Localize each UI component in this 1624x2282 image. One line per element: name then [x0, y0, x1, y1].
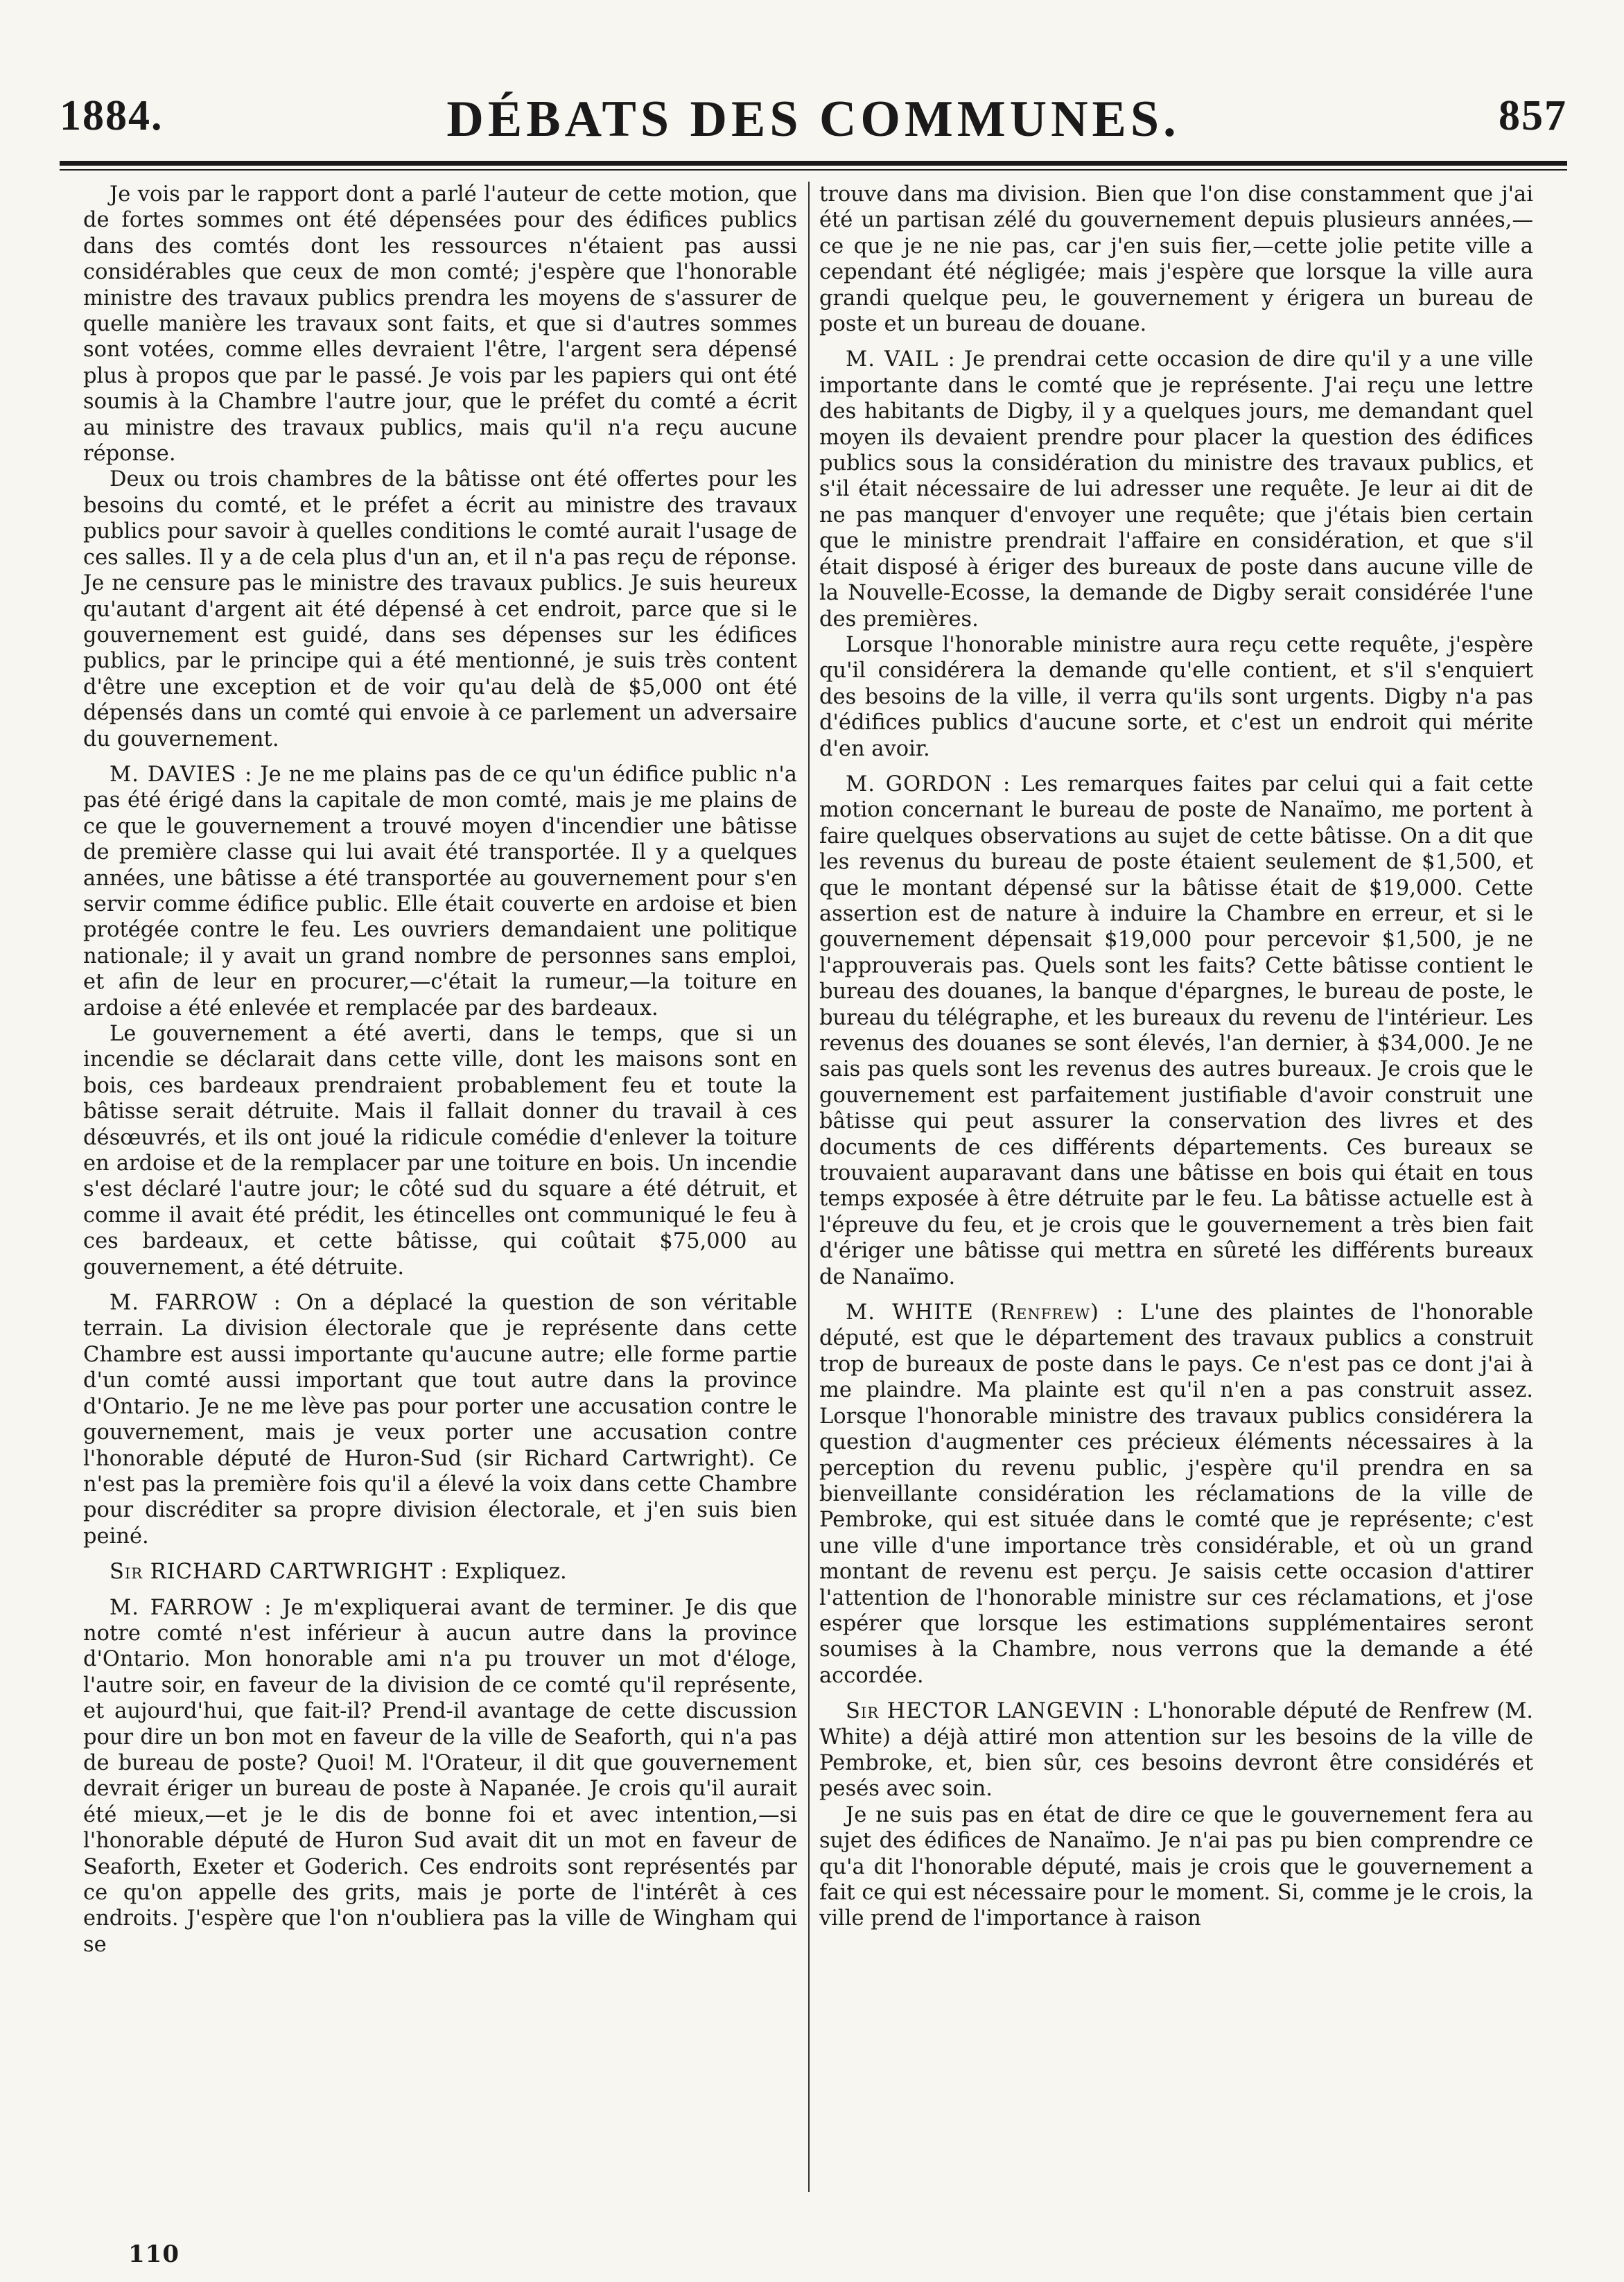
paragraph-text: Deux ou trois chambres de la bâtisse ont été offertes pour les besoins du comté, et le préfet a écrit au ministre des travaux publics pour savoir à quelles conditions le comté aurait l'usage de ces salles. Il y a de cela plus d'un an, et il n'a pas reçu de réponse. Je ne censure pas le ministre des travaux publics. Je suis heureux qu'autant d'argent ait été dépensé à cet endroit, parce que si le gouvernement est guidé, dans ses dépenses sur les édifices publics, par le principe qui a été mentionné, je suis très content d'être une exception et de voir qu'au delà de $5,000 ont été dépensés dans un comté qui envoie à ce parlement un adversaire du gouvernement. — [83, 467, 797, 751]
printer-signature: 110 — [128, 2240, 180, 2268]
paragraph — [819, 1698, 1533, 1802]
speaker-name: Sir RICHARD CARTWRIGHT : — [110, 1560, 448, 1585]
paragraph-text: Expliquez. — [455, 1560, 567, 1585]
speaker-name: M. DAVIES : — [110, 762, 253, 787]
paragraph-text: Le gouvernement a été averti, dans le temps, que si un incendie se déclarait dans cette ville, dont les maisons sont en bois, ces bardeaux prendraient probablement feu et toute la bâtisse serait détruite. Mais il fallait donner du travail à ces désœuvrés, et ils ont joué la ridicule comédie d'enlever la toiture en ardoise et de la remplacer par une toiture en bois. Un incendie s'est déclaré l'autre jour; le côté sud du square a été détruit, et comme il avait été prédit, les étincelles ont communiqué le feu à ces bardeaux, et cette bâtisse, qui coûtait $75,000 au gouvernement, a été détruite. — [83, 1022, 797, 1280]
paragraph-text: L'honorable député de Renfrew (M. White) a déjà attiré mon attention sur les besoins de la ville de Pembroke, et, bien sûr, ces besoins devront être considérés et pesés avec soin. — [819, 1699, 1533, 1802]
right-column — [819, 182, 1533, 1932]
page-header — [60, 83, 1567, 146]
header-year: 1884. — [60, 92, 164, 139]
paragraph — [819, 347, 1533, 632]
paragraph — [83, 1595, 797, 1958]
paragraph — [83, 1021, 797, 1280]
paragraph-text: Je vois par le rapport dont a parlé l'auteur de cette motion, que de fortes sommes ont été dépensées pour des édifices publics dans des comtés dont les ressources n'étaient pas aussi considérables que ceux de mon comté; j'espère que l'honorable ministre des travaux publics prendra les moyens de s'assurer de quelle manière les travaux sont faits, et que si d'autres sommes sont votées, comme elles devraient l'être, l'argent sera dépensé plus à propos que par le passé. Je vois par les papiers qui ont été soumis à la Chambre l'autre jour, que le préfet du comté a écrit au ministre des travaux publics, mais qu'il n'a reçu aucune réponse. — [83, 182, 797, 467]
paragraph-text: Je prendrai cette occasion de dire qu'il y a une ville importante dans le comté que je représente. J'ai reçu une lettre des habitants de Digby, il y a quelques jours, me demandant quel moyen ils devaient prendre pour placer la question des édifices publics sous la considération du ministre des travaux publics, et s'il était nécessaire de lui adresser une requête. Je leur ai dit de ne pas manquer d'envoyer une requête; que j'étais bien certain que le ministre prendrait l'affaire en considération, et que s'il était disposé à ériger des bureaux de poste dans aucune ville de la Nouvelle-Ecosse, la demande de Digby serait considérée l'une des premières. — [819, 347, 1533, 632]
paragraph-text: Je m'expliquerai avant de terminer. Je dis que notre comté n'est inférieur à aucun autre dans la province d'Ontario. Mon honorable ami n'a pu trouver un mot d'éloge, l'autre soir, en faveur de la division de ce comté qu'il représente, et aujourd'hui, que fait-il? Prend-il avantage de cette discussion pour dire un bon mot en faveur de la ville de Seaforth, qui n'a pas de bureau de poste? Quoi! M. l'Orateur, il dit que gouvernement devrait ériger un bureau de poste à Napanée. Je crois qu'il aurait été mieux,—et je le dis de bonne foi et avec intention,—si l'honorable député de Huron Sud avait dit un mot en faveur de Seaforth, Exeter et Goderich. Ces endroits sont représentés par ce qu'on appelle des grits, mais je porte de l'intérêt à ces endroits. J'espère que l'on n'oubliera pas la ville de Wingham qui se — [83, 1595, 797, 1957]
paragraph-text: On a déplacé la question de son véritable terrain. La division électorale que je représente dans cette Chambre est aussi importante qu'aucune autre; elle forme partie d'un comté aussi important que tout autre dans la province d'Ontario. Je ne me lève pas pour porter une accusation contre le gouvernement, mais je veux porter une accusation contre l'honorable député de Huron-Sud (sir Richard Cartwright). Ce n'est pas la première fois qu'il a élevé la voix dans cette Chambre pour discréditer sa propre division électorale, et j'en suis bien peiné. — [83, 1291, 797, 1549]
paragraph-text: Les remarques faites par celui qui a fait cette motion concernant le bureau de poste de Nanaïmo, me portent à faire quelques observations au sujet de cette bâtisse. On a dit que les revenus du bureau de poste étaient seulement de $1,500, et que le montant dépensé sur la bâtisse était de $19,000. Cette assertion est de nature à induire la Chambre en erreur, et si le gouvernement dépensait $19,000 pour percevoir $1,500, je ne l'approuverais pas. Quels sont les faits? Cette bâtisse contient le bureau des douanes, la banque d'épargnes, le bureau de poste, le bureau du télégraphe, et les bureaux du revenu de l'intérieur. Les revenus des douanes se sont élevés, l'an dernier, à $34,000. Je ne sais pas quels sont les revenus des autres bureaux. Je crois que le gouvernement est parfaitement justifiable d'avoir construit une bâtisse qui peut assurer la conservation des livres et des documents de ces différents départements. Ces bureaux se trouvaient auparavant dans une bâtisse en bois qui était en tous temps exposée à être détruite par le feu. La bâtisse actuelle est à l'épreuve du feu, et je crois que le gouvernement a très bien fait d'ériger une bâtisse qui mettra en sûreté les différents bureaux de Nanaïmo. — [819, 772, 1533, 1289]
header-page-number: 857 — [1499, 92, 1567, 139]
paragraph-text: trouve dans ma division. Bien que l'on dise constamment que j'ai été un partisan zélé du gouvernement depuis plusieurs années,—ce que je ne nie pas, car j'en suis fier,—cette jolie petite ville a cependant été négligée; mais j'espère que lorsque la ville aura grandi quelque peu, le gouvernement y érigera un bureau de poste et un bureau de douane. — [819, 182, 1533, 337]
speaker-name: M. FARROW : — [110, 1291, 281, 1316]
paragraph — [83, 762, 797, 1021]
paragraph-text: Je ne me plains pas de ce qu'un édifice public n'a pas été érigé dans la capitale de mon comté, mais je me plains de ce que le gouvernement a trouvé moyen d'incendier une bâtisse de première classe qui lui avait été transportée. Il y a quelques années, une bâtisse a été transportée au gouvernement pour s'en servir comme édifice public. Elle était couverte en ardoise et bien protégée contre le feu. Les ouvriers demandaient une politique nationale; il y avait un grand nombre de personnes sans emploi, et afin de leur en procurer,—c'était la rumeur,—la toiture en ardoise a été enlevée et remplacée par des bardeaux. — [83, 762, 797, 1020]
speaker-name: M. VAIL : — [846, 347, 956, 372]
paragraph — [83, 467, 797, 751]
speaker-name: M. WHITE (Renfrew) : — [846, 1300, 1124, 1325]
speaker-name: Sir HECTOR LANGEVIN : — [846, 1699, 1141, 1724]
paragraph — [83, 182, 797, 467]
paragraph — [819, 1802, 1533, 1932]
paragraph — [819, 1300, 1533, 1689]
header-rule-thick — [60, 161, 1567, 166]
paragraph-text: Lorsque l'honorable ministre aura reçu cette requête, j'espère qu'il considérera la demande qu'elle contient, et s'il s'enquiert des besoins de la ville, il verra qu'ils sont urgents. Digby n'a pas d'édifices publics d'aucune sorte, et c'est un endroit qui mérite d'en avoir. — [819, 632, 1533, 761]
paragraph-text: Je ne suis pas en état de dire ce que le gouvernement fera au sujet des édifices de Nanaïmo. Je n'ai pas pu bien comprendre ce qu'a dit l'honorable député, mais je crois que le gouvernement a fait ce qui est nécessaire pour le moment. Si, comme je le crois, la ville prend de l'importance à raison — [819, 1802, 1533, 1931]
header-title: DÉBATS DES COMMUNES. — [446, 91, 1180, 148]
column-divider — [808, 182, 810, 2192]
header-rule-thin — [60, 169, 1567, 171]
paragraph — [83, 1559, 797, 1585]
speaker-name: M. FARROW : — [110, 1595, 272, 1620]
paragraph — [819, 182, 1533, 337]
left-column — [83, 182, 797, 1958]
paragraph — [83, 1290, 797, 1549]
paragraph — [819, 632, 1533, 762]
paragraph-text: L'une des plaintes de l'honorable député, est que le département des travaux publics a construit trop de bureaux de poste dans le pays. Ce n'est pas ce dont j'ai à me plaindre. Ma plainte est qu'il n'en a pas construit assez. Lorsque l'honorable ministre des travaux publics considérera la question d'augmenter ces précieux éléments nécessaires à la perception du revenu public, j'espère qu'il prendra en sa bienveillante considération les réclamations de la ville de Pembroke, qui est située dans le comté que je représente; c'est une ville d'une importance très considérable, et où un grand montant de revenu est perçu. Je saisis cette occasion d'attirer l'attention de l'honorable ministre sur ces réclamations, et j'ose espérer que lorsque les estimations supplémentaires seront soumises à la Chambre, nous verrons que la demande a été accordée. — [819, 1300, 1534, 1688]
speaker-name: M. GORDON : — [846, 772, 1011, 796]
paragraph — [819, 772, 1533, 1290]
